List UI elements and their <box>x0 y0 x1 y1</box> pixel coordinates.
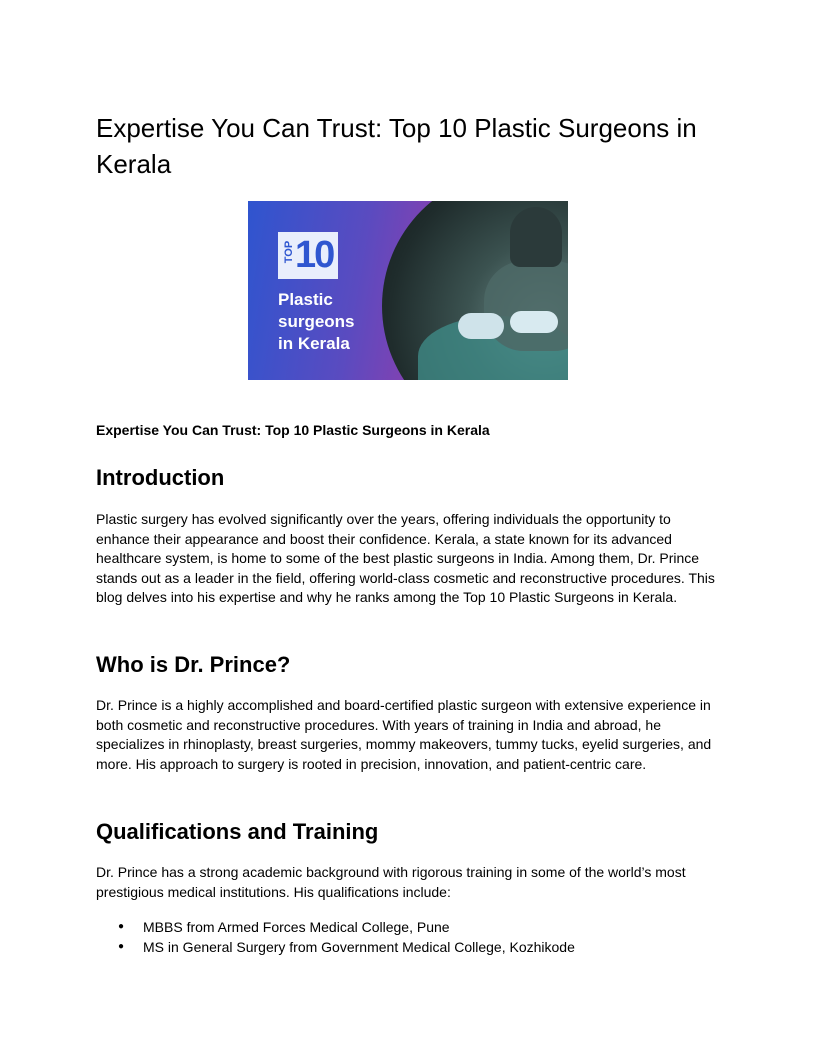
top10-badge <box>278 232 338 279</box>
list-item <box>96 917 722 937</box>
hero-banner-image <box>248 201 568 380</box>
glove-left <box>458 313 504 339</box>
banner-line-2: surgeons <box>278 312 355 331</box>
bullet-icon: ● <box>118 921 125 932</box>
surgeon-head <box>510 207 562 267</box>
list-item <box>96 937 722 957</box>
heading-qualifications: Qualifications and Training <box>96 819 379 844</box>
banner-line-1: Plastic <box>278 290 333 309</box>
badge-top-label: TOP <box>283 240 296 264</box>
glove-right <box>510 311 558 333</box>
paragraph-qualifications: Dr. Prince has a strong academic background with rigorous training in some of the world’s most prestigious medical institutions. His qualifications include: <box>96 864 686 900</box>
bold-subtitle: Expertise You Can Trust: Top 10 Plastic Surgeons in Kerala <box>96 422 490 438</box>
badge-number: 10 <box>295 234 334 276</box>
qualifications-list <box>96 917 722 957</box>
bullet-icon: ● <box>118 941 125 952</box>
heading-who-is-dr-prince: Who is Dr. Prince? <box>96 652 291 677</box>
paragraph-introduction: Plastic surgery has evolved significantly over the years, offering individuals the opportunity to enhance their appearance and boost their confidence. Kerala, a state known for its advanced healthcare system, is home to some of the best plastic surgeons in India. Among them, Dr. Prince stands out as a leader in the field, offering world-class cosmetic and reconstructive procedures. This blog delves into his expertise and why he ranks among the Top 10 Plastic Surgeons in Kerala. <box>96 511 715 605</box>
document-title: Expertise You Can Trust: Top 10 Plastic Surgeons in Kerala <box>96 113 697 179</box>
heading-introduction: Introduction <box>96 465 225 490</box>
banner-caption <box>278 289 355 355</box>
list-item-text: MS in General Surgery from Government Medical College, Kozhikode <box>143 939 575 955</box>
banner-line-3: in Kerala <box>278 334 350 353</box>
list-item-text: MBBS from Armed Forces Medical College, Pune <box>143 919 450 935</box>
paragraph-who-is-dr-prince: Dr. Prince is a highly accomplished and board-certified plastic surgeon with extensive experience in both cosmetic and reconstructive procedures. With years of training in India and abroad, he specializes in rhinoplasty, breast surgeries, mommy makeovers, tummy tucks, eyelid surgeries, and more. His approach to surgery is rooted in precision, innovation, and patient-centric care. <box>96 697 712 772</box>
